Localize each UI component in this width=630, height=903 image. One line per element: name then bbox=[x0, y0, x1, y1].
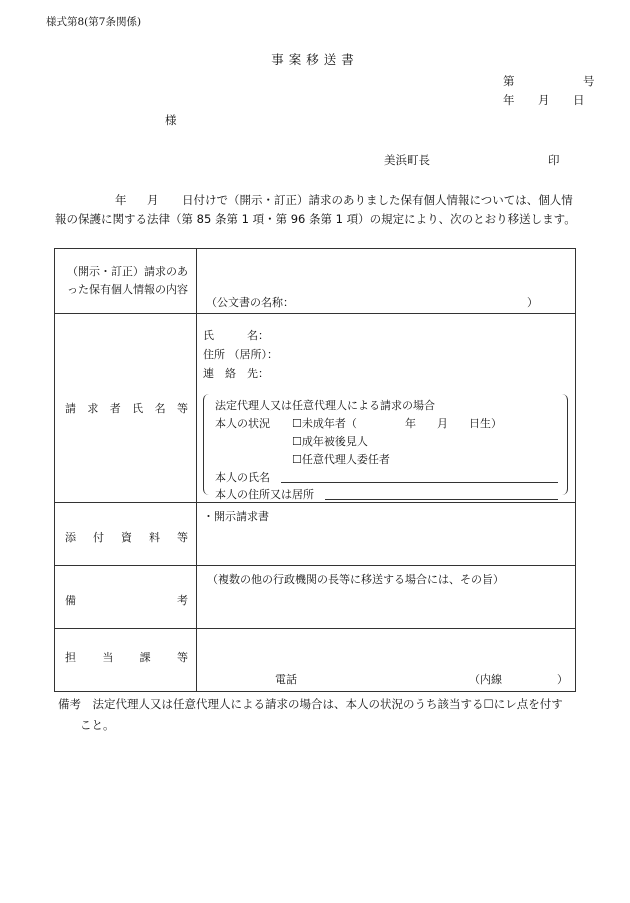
requester-label: 請 求 者 氏 名 等 bbox=[65, 402, 188, 415]
document-title: 事案移送書 bbox=[271, 52, 359, 67]
footnote-line-2: こと。 bbox=[80, 718, 115, 732]
intro-line-2: 報の保護に関する法律（第 85 条第 1 項・第 96 条第 1 項）の規定により、次のとおり移送します。 bbox=[55, 212, 576, 226]
attachments-value-cell[interactable] bbox=[197, 503, 576, 566]
attachments-label: 添 付 資 料 等 bbox=[65, 531, 188, 544]
seal-mark: 印 bbox=[548, 153, 560, 167]
extension-close: ） bbox=[557, 673, 568, 686]
date-month: 月 bbox=[538, 93, 550, 107]
intro-year: 年 bbox=[115, 193, 127, 207]
requester-contact-label: 連 絡 先： bbox=[203, 367, 269, 380]
row-info-content bbox=[55, 249, 576, 314]
row-attachments bbox=[55, 503, 576, 566]
attachment-item: ・開示請求書 bbox=[203, 510, 269, 523]
minor-day: 日生） bbox=[469, 417, 502, 430]
requester-value-cell[interactable] bbox=[197, 314, 576, 503]
doc-number-suffix: 号 bbox=[583, 74, 595, 88]
info-label-line2: った保有個人情報の内容 bbox=[67, 283, 188, 296]
requester-label-cell bbox=[55, 314, 197, 503]
document-number bbox=[503, 73, 595, 89]
remarks-text: （複数の他の行政機関の長等に移送する場合には、その旨） bbox=[207, 573, 504, 586]
department-label-cell bbox=[55, 629, 197, 692]
form-label: 様式第8(第7条関係) bbox=[46, 16, 142, 28]
date-year: 年 bbox=[503, 93, 515, 107]
row-department bbox=[55, 629, 576, 692]
info-label-cell bbox=[55, 249, 197, 314]
remarks-label-cell bbox=[55, 566, 197, 629]
transfer-form-table bbox=[54, 248, 576, 692]
sender-mayor: 美浜町長 bbox=[384, 153, 430, 167]
agent-heading: 法定代理人又は任意代理人による請求の場合 bbox=[215, 399, 435, 412]
extension-label: （内線 bbox=[469, 673, 502, 686]
requester-address-label: 住所 （居所）： bbox=[203, 348, 278, 361]
voluntary-agent-checkbox[interactable]: ☐任意代理人委任者 bbox=[292, 453, 390, 466]
guardian-checkbox[interactable]: ☐成年被後見人 bbox=[292, 435, 368, 448]
minor-month: 月 bbox=[437, 417, 448, 430]
intro-month: 月 bbox=[147, 193, 159, 207]
addressee: 様 bbox=[165, 113, 177, 127]
info-value-cell[interactable] bbox=[197, 249, 576, 314]
doc-name-label: （公文書の名称： bbox=[206, 296, 294, 309]
person-address-label: 本人の住所又は居所 bbox=[215, 488, 314, 501]
date-day: 日 bbox=[573, 93, 585, 107]
minor-year: 年 bbox=[405, 417, 416, 430]
person-status-label: 本人の状況 bbox=[215, 417, 270, 430]
row-remarks bbox=[55, 566, 576, 629]
info-label-line1: （開示・訂正）請求のあ bbox=[67, 265, 188, 278]
phone-label: 電話 bbox=[275, 673, 297, 686]
person-address-line[interactable] bbox=[325, 499, 558, 500]
intro-text: 日付けで（開示・訂正）請求のありました保有個人情報については、個人情 bbox=[182, 193, 573, 207]
footnote-line-1: 備考 法定代理人又は任意代理人による請求の場合は、本人の状況のうち該当する☐にレ点を付す bbox=[58, 697, 563, 711]
person-name-label: 本人の氏名 bbox=[215, 471, 270, 484]
attachments-label-cell bbox=[55, 503, 197, 566]
department-value-cell[interactable] bbox=[197, 629, 576, 692]
doc-name-close: ） bbox=[527, 296, 538, 309]
requester-name-label: 氏 名： bbox=[203, 329, 269, 342]
minor-checkbox[interactable]: ☐未成年者（ bbox=[292, 417, 357, 430]
remarks-value-cell[interactable] bbox=[197, 566, 576, 629]
person-name-line[interactable] bbox=[281, 482, 558, 483]
department-label: 担 当 課 等 bbox=[65, 651, 188, 664]
doc-number-prefix: 第 bbox=[503, 74, 515, 88]
row-requester bbox=[55, 314, 576, 503]
remarks-label: 備 考 bbox=[65, 594, 188, 607]
